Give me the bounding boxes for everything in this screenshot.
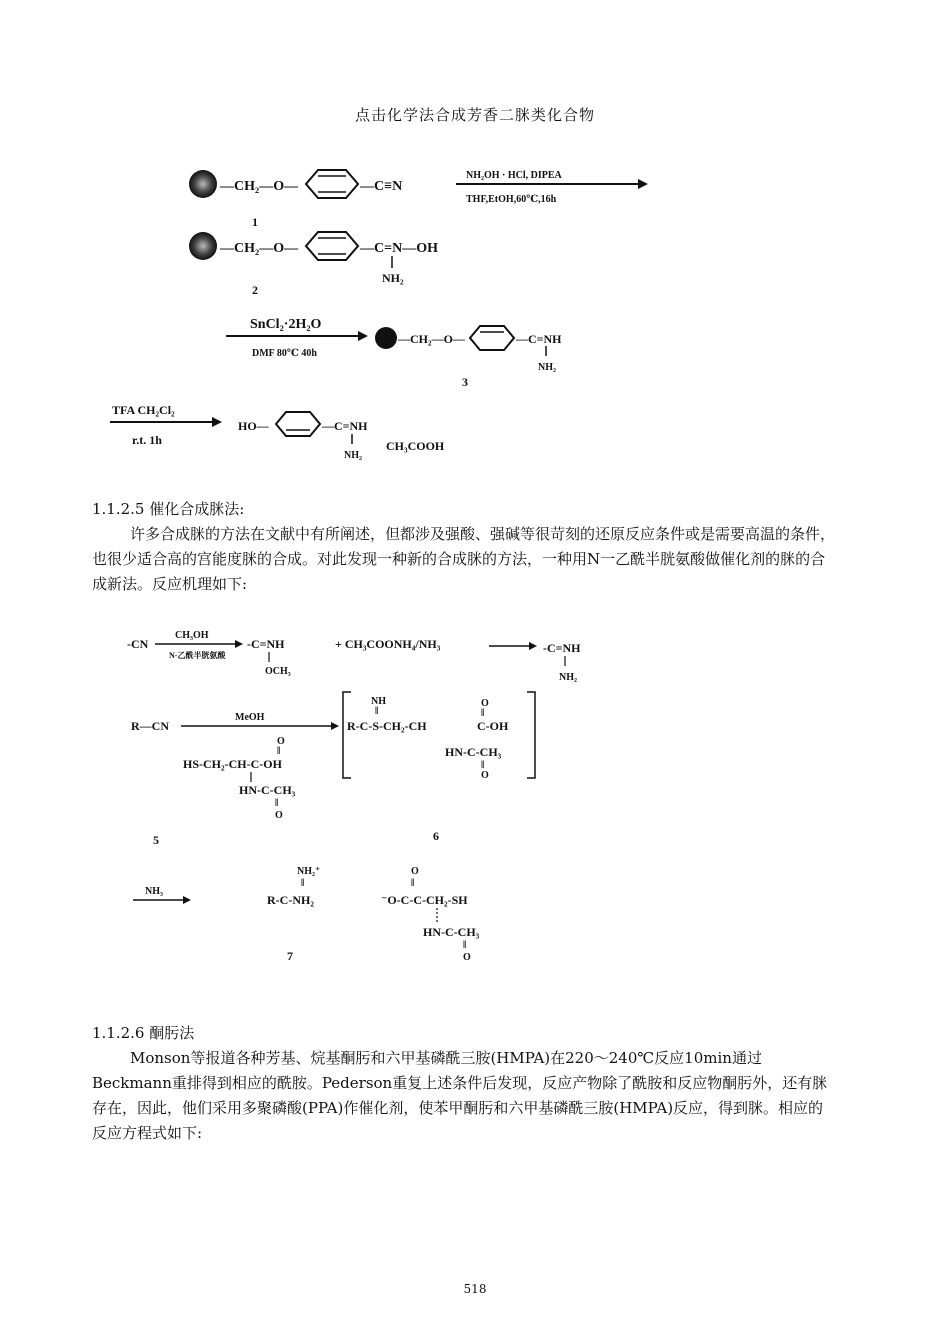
svg-text:—C=N—OH: —C=N—OH <box>360 241 438 256</box>
step3-reagents-bottom: r.t. 1h <box>132 433 162 447</box>
svg-text:NH₂: NH₂ <box>382 271 404 285</box>
svg-text:O: O <box>411 866 419 877</box>
svg-text:‖: ‖ <box>481 760 485 771</box>
svg-text:‖: ‖ <box>275 798 279 809</box>
step2-reagents-top: SnCl₂·2H₂O <box>250 317 322 332</box>
svg-text:‖: ‖ <box>277 746 281 757</box>
svg-text:—CH₂—O—: —CH₂—O— <box>220 241 299 256</box>
svg-text:NH₂: NH₂ <box>559 672 577 683</box>
svg-text:HS-CH₂-CH-C-OH: HS-CH₂-CH-C-OH <box>183 757 282 771</box>
compound-label-2: 2 <box>252 283 258 297</box>
svg-text:‖: ‖ <box>301 878 305 889</box>
resin-bead-icon <box>375 327 397 349</box>
compound-label-1: 1 <box>252 215 258 229</box>
product-counterion: CH₃COOH <box>386 439 445 453</box>
svg-text:—C=NH: —C=NH <box>516 332 562 346</box>
step1-reagents-bottom: THF,EtOH,60℃,16h <box>466 194 557 205</box>
step3-reagents-top: TFA CH₂Cl₂ <box>112 403 175 417</box>
svg-text:-CN: -CN <box>127 637 149 651</box>
svg-text:NH₂: NH₂ <box>344 450 362 461</box>
svg-text:‖: ‖ <box>411 878 415 889</box>
svg-text:⁻O-C-C-CH₂-SH: ⁻O-C-C-CH₂-SH <box>381 893 468 907</box>
page-number: 518 <box>463 1282 487 1296</box>
section-1126-paragraph <box>92 1046 838 1146</box>
svg-text:OCH₃: OCH₃ <box>265 666 291 677</box>
svg-text:C-OH: C-OH <box>477 719 509 733</box>
reaction-scheme-2 <box>125 622 615 982</box>
step1-reagents-top: NH₂OH · HCl, DIPEA <box>466 170 562 181</box>
paragraph-text: 许多合成脒的方法在文献中有所阐述，但都涉及强酸、强碱等很苛刻的还原反应条件或是需要高温的条件，也很少适合高的宫能度脒的合成。对此发现一种新的合成脒的方法，一种用N一乙酰半胱氨酸做催化剂的脒的合成新法。反应机理如下: <box>92 525 836 593</box>
reaction-scheme-1 <box>100 150 660 470</box>
svg-text:-C=NH: -C=NH <box>247 637 285 651</box>
svg-text:R-C-S-CH₂-CH: R-C-S-CH₂-CH <box>347 719 427 733</box>
svg-text:HN-C-CH₃: HN-C-CH₃ <box>423 925 480 939</box>
compound-label-7: 7 <box>287 949 293 963</box>
svg-text:O: O <box>481 698 489 709</box>
svg-text:O: O <box>481 770 489 781</box>
resin-bead-icon <box>189 232 217 260</box>
benzene-ring-icon <box>276 412 320 436</box>
svg-text:R-C-NH₂: R-C-NH₂ <box>267 893 314 907</box>
benzene-ring-icon <box>306 232 358 260</box>
svg-text:HN-C-CH₃: HN-C-CH₃ <box>445 745 502 759</box>
svg-text:HN-C-CH₃: HN-C-CH₃ <box>239 783 296 797</box>
svg-text:‖: ‖ <box>463 940 467 951</box>
resin-bead-icon <box>189 170 217 198</box>
svg-text:NH₂: NH₂ <box>538 362 556 373</box>
svg-text:—C≡N: —C≡N <box>360 179 403 194</box>
svg-text:O: O <box>463 952 471 963</box>
benzene-ring-icon <box>470 326 514 350</box>
compound-label-3: 3 <box>462 375 468 389</box>
svg-text:NH: NH <box>371 696 386 707</box>
paragraph-text: Monson等报道各种芳基、烷基酮肟和六甲基磷酰三胺(HMPA)在220～240℃反应10min通过Beckmann重排得到相应的酰胺。Pederson重复上述条件后发现，反应产物除了酰胺和反应物酮肟外，还有脒存在，因此，他们采用多聚磷酸(PPA)作催化剂，使苯甲酮肟和六甲基磷酰三胺(HMPA)反应，得到脒。相应的反应方程式如下: <box>92 1049 828 1142</box>
svg-text:-C=NH: -C=NH <box>543 641 581 655</box>
reagent-nac: N-乙酰半胱氨酸 <box>169 651 226 660</box>
svg-text:NH₂⁺: NH₂⁺ <box>297 866 321 877</box>
svg-text:‖: ‖ <box>481 708 485 719</box>
compound-label-5: 5 <box>153 833 159 847</box>
ammonium-reagent: + CH₃COONH₄/NH₃ <box>335 637 441 651</box>
benzene-ring-icon <box>306 170 358 198</box>
section-1126-heading: 1.1.2.6 酮肟法 <box>92 1024 195 1042</box>
svg-text:‖: ‖ <box>375 706 379 717</box>
nh3-label: NH₃ <box>145 886 163 897</box>
section-1125-paragraph <box>92 522 838 597</box>
svg-text:—C=NH: —C=NH <box>322 419 368 433</box>
svg-text:—CH₂—O—: —CH₂—O— <box>398 332 465 346</box>
meoh-label: MeOH <box>235 712 265 723</box>
svg-text:HO—: HO— <box>238 419 269 433</box>
figure-caption: 点击化学法合成芳香二脒类化合物 <box>354 106 595 124</box>
svg-text:R—CN: R—CN <box>131 719 169 733</box>
svg-text:—CH₂—O—: —CH₂—O— <box>220 179 299 194</box>
reagent-ch3oh: CH₃OH <box>175 630 209 641</box>
svg-text:O: O <box>277 736 285 747</box>
compound-label-6: 6 <box>433 829 439 843</box>
section-1125-heading: 1.1.2.5 催化合成脒法: <box>92 500 245 518</box>
step2-reagents-bottom: DMF 80℃ 40h <box>252 348 317 359</box>
svg-text:O: O <box>275 810 283 821</box>
